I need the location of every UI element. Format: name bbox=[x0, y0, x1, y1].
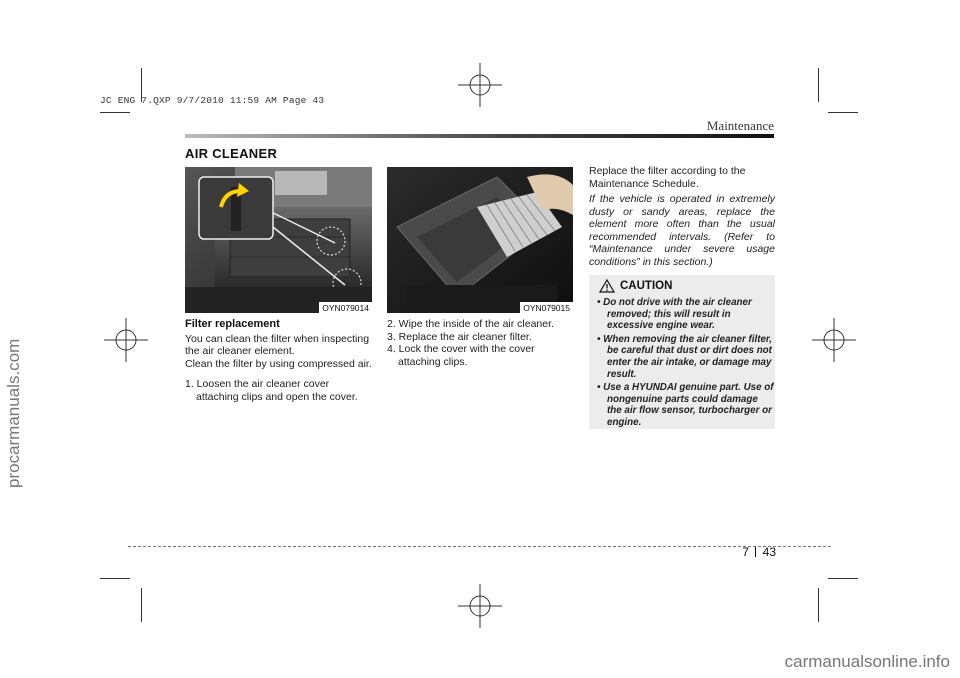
column-3 bbox=[589, 165, 775, 268]
paragraph-severe-usage: If the vehicle is operated in extremely dusty or sandy areas, replace the element more often than the usual recommended intervals. (Refer to “Maintenance under severe usage conditions” in this section.) bbox=[589, 193, 775, 268]
engine-bay-photo bbox=[185, 167, 372, 313]
filter-photo bbox=[387, 167, 573, 313]
subheading-filter-replacement: Filter replacement bbox=[185, 318, 280, 330]
registration-mark-right bbox=[812, 318, 856, 362]
chapter-number: 7 bbox=[742, 545, 749, 559]
side-watermark bbox=[2, 198, 26, 488]
step-2: 2. Wipe the inside of the air cleaner. bbox=[387, 318, 554, 330]
paragraph-inspect: You can clean the filter when inspecting the air cleaner element. bbox=[185, 332, 370, 357]
registration-mark-left bbox=[104, 318, 148, 362]
step-4: 4. Lock the cover with the cover attaching clips. bbox=[387, 343, 535, 368]
figure-code-1: OYN079014 bbox=[319, 302, 372, 313]
figure-air-filter-removal bbox=[387, 167, 573, 313]
header-rule bbox=[185, 134, 774, 138]
print-file-stamp: JC ENG 7.QXP 9/7/2010 11:59 AM Page 43 bbox=[100, 95, 325, 106]
caution-item: • When removing the air cleaner filter, be careful that dust or dirt does not enter the air intake, or damage may result. bbox=[597, 333, 772, 380]
page-title: AIR CLEANER bbox=[185, 146, 278, 161]
caution-item: • Use a HYUNDAI genuine part. Use of nongenuine parts could damage the air flow sensor, turbocharger or engine. bbox=[597, 382, 774, 428]
column-1 bbox=[185, 318, 373, 403]
side-watermark-text: procarmanuals.com bbox=[4, 338, 23, 488]
figure-air-cleaner-clips bbox=[185, 167, 372, 313]
bottom-watermark: carmanualsonline.info bbox=[784, 652, 950, 671]
registration-mark-bottom bbox=[458, 584, 502, 628]
caution-title: CAUTION bbox=[620, 280, 673, 292]
column-2 bbox=[387, 318, 575, 368]
paragraph-maintenance-schedule: Replace the filter according to the Maintenance Schedule. bbox=[589, 165, 746, 190]
page-number-value: 43 bbox=[762, 545, 776, 559]
footer-dashed-rule bbox=[128, 546, 831, 547]
step-3: 3. Replace the air cleaner filter. bbox=[387, 330, 532, 343]
paragraph-compressed-air: Clean the filter by using compressed air. bbox=[185, 357, 372, 370]
warning-triangle-icon bbox=[599, 279, 615, 293]
section-name: Maintenance bbox=[706, 118, 774, 133]
step-1: 1. Loosen the air cleaner cover attaching clips and open the cover. bbox=[185, 378, 358, 403]
registration-mark-top bbox=[458, 63, 502, 107]
caution-item: • Do not drive with the air cleaner removed; this will result in excessive engine wear. bbox=[597, 297, 752, 332]
caution-box bbox=[589, 275, 775, 429]
figure-code-2: OYN079015 bbox=[520, 302, 573, 313]
page-number bbox=[742, 545, 776, 559]
